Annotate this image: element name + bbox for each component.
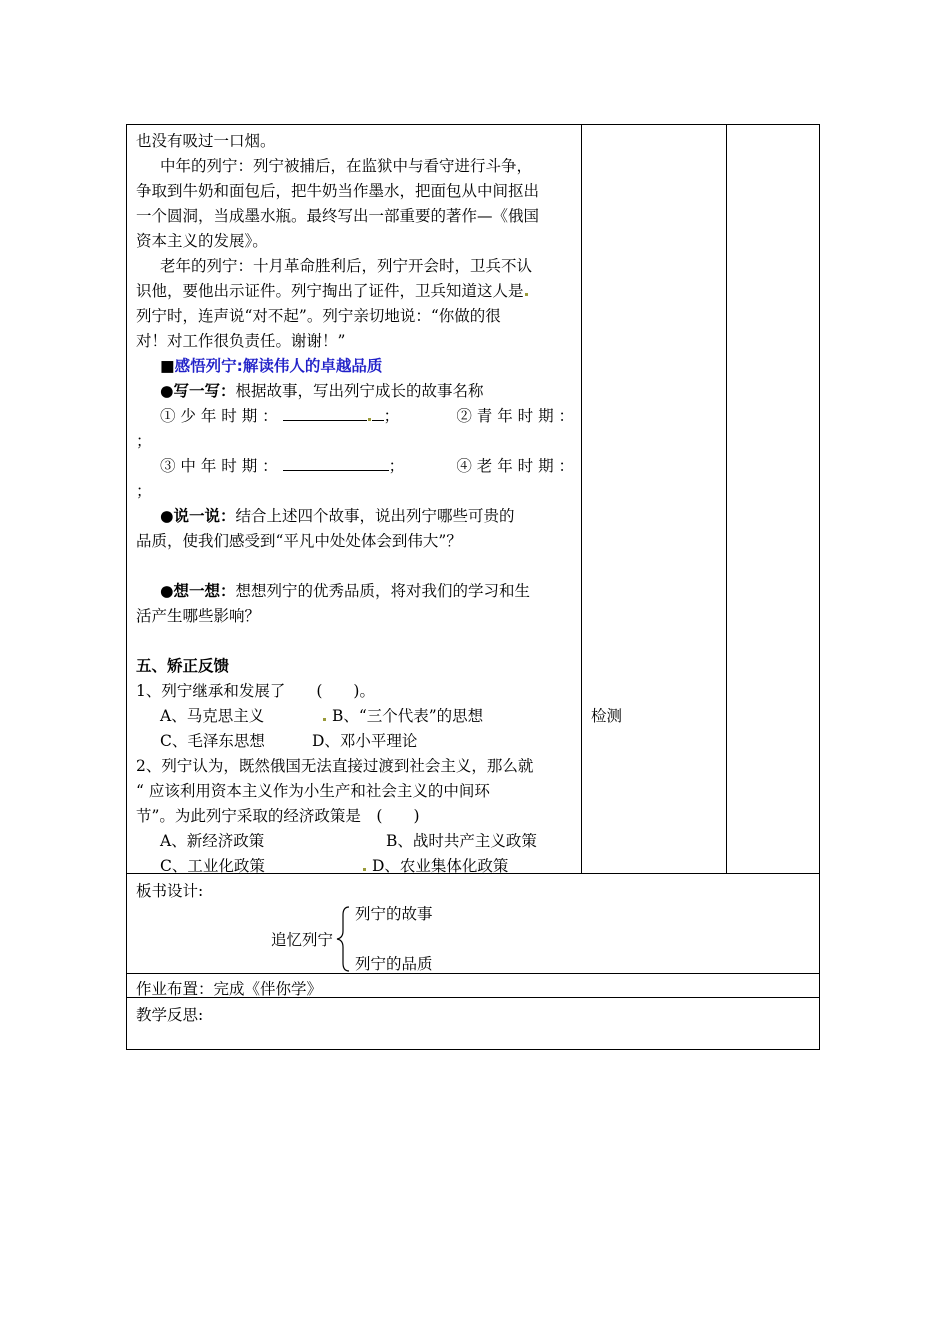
write-blanks-row-2: ③ 中 年 时 期 ： ； ④ 老 年 时 期 ： [160, 454, 574, 476]
column-divider-2 [726, 125, 727, 873]
say-task-line: 品质，使我们感受到“平凡中处处体会到伟大”？ [136, 532, 462, 550]
question-2-line: 节”。为此列宁采取的经济政策是 ( ) [136, 807, 420, 825]
think-task-line: 活产生哪些影响？ [136, 607, 261, 625]
side-label-check: 检测 [591, 707, 623, 725]
write-task: ●写一写：根据故事，写出列宁成长的故事名称 [160, 382, 484, 400]
say-task: ●说一说：结合上述四个故事，说出列宁哪些可贵的 [160, 507, 515, 525]
story-line: 争取到牛奶和面包后，把牛奶当作墨水，把面包从中间抠出 [136, 182, 540, 200]
story-line: 对！对工作很负责任。谢谢！” [136, 332, 346, 350]
semicolon: ； [136, 432, 152, 450]
mark-dot [368, 418, 371, 421]
mark-dot [525, 293, 528, 296]
answer-blank-middle-age[interactable] [283, 456, 389, 471]
q2-option-c: C、工业化政策 [160, 857, 265, 875]
period-youth-label: ① 少 年 时 期 ： [160, 407, 278, 425]
q1-option-b: B、“三个代表”的思想 [322, 704, 483, 726]
semicolon: ； [136, 482, 152, 500]
period-middle-age-label: ③ 中 年 时 期 ： [160, 457, 278, 475]
row-divider-homework [127, 973, 819, 974]
q1-option-c: C、毛泽东思想 [160, 732, 265, 750]
q2-option-d: D、农业集体化政策 [362, 854, 508, 876]
q1-option-d: D、邓小平理论 [312, 732, 418, 750]
q1-option-a: A、马克思主义 [160, 707, 265, 725]
question-2-line: “ 应该利用资本主义作为小生产和社会主义的中间环 [136, 782, 490, 800]
section-sense-heading: ■感悟列宁:解读伟人的卓越品质 [160, 357, 383, 375]
mark-dot [323, 718, 326, 721]
period-young-adult-label: ② 青 年 时 期 ： [456, 407, 574, 425]
story-line: 一个圆洞，当成墨水瓶。最终写出一部重要的著作—《俄国 [136, 207, 540, 225]
board-design-label: 板书设计: [136, 882, 204, 900]
reflection-label: 教学反思: [136, 1006, 204, 1024]
lesson-table [126, 124, 820, 1050]
board-branch-stories: 列宁的故事 [355, 905, 433, 923]
homework-text: 作业布置：完成《伴你学》 [136, 980, 323, 998]
mark-dot [363, 868, 366, 871]
board-branch-qualities: 列宁的品质 [355, 955, 433, 973]
write-blanks-row-1: ① 少 年 时 期 ： ； ② 青 年 时 期 ： [160, 404, 574, 426]
story-line: 识他，要他出示证件。列宁掏出了证件，卫兵知道这人是 [136, 279, 529, 301]
think-task: ●想一想：想想列宁的优秀品质，将对我们的学习和生 [160, 582, 531, 600]
brace-icon [336, 905, 350, 973]
period-old-age-label: ④ 老 年 时 期 ： [456, 457, 574, 475]
question-1: 1、列宁继承和发展了 ( )。 [136, 682, 375, 700]
q2-option-b: B、战时共产主义政策 [386, 832, 537, 850]
correction-heading: 五、矫正反馈 [136, 657, 230, 675]
story-old-age: 老年的列宁：十月革命胜利后，列宁开会时，卫兵不认 [160, 257, 533, 275]
story-line: 列宁时，连声说“对不起”。列宁亲切地说：“你做的很 [136, 307, 501, 325]
answer-blank-youth[interactable] [283, 406, 367, 421]
story-line: 也没有吸过一口烟。 [136, 132, 276, 150]
story-line: 资本主义的发展》。 [136, 232, 268, 250]
column-divider-1 [581, 125, 582, 873]
board-root: 追忆列宁 [271, 931, 334, 949]
q2-option-a: A、新经济政策 [160, 832, 265, 850]
question-2: 2、列宁认为，既然俄国无法直接过渡到社会主义，那么就 [136, 757, 534, 775]
answer-blank-tail [372, 406, 384, 421]
story-middle-age: 中年的列宁：列宁被捕后，在监狱中与看守进行斗争， [160, 157, 533, 175]
